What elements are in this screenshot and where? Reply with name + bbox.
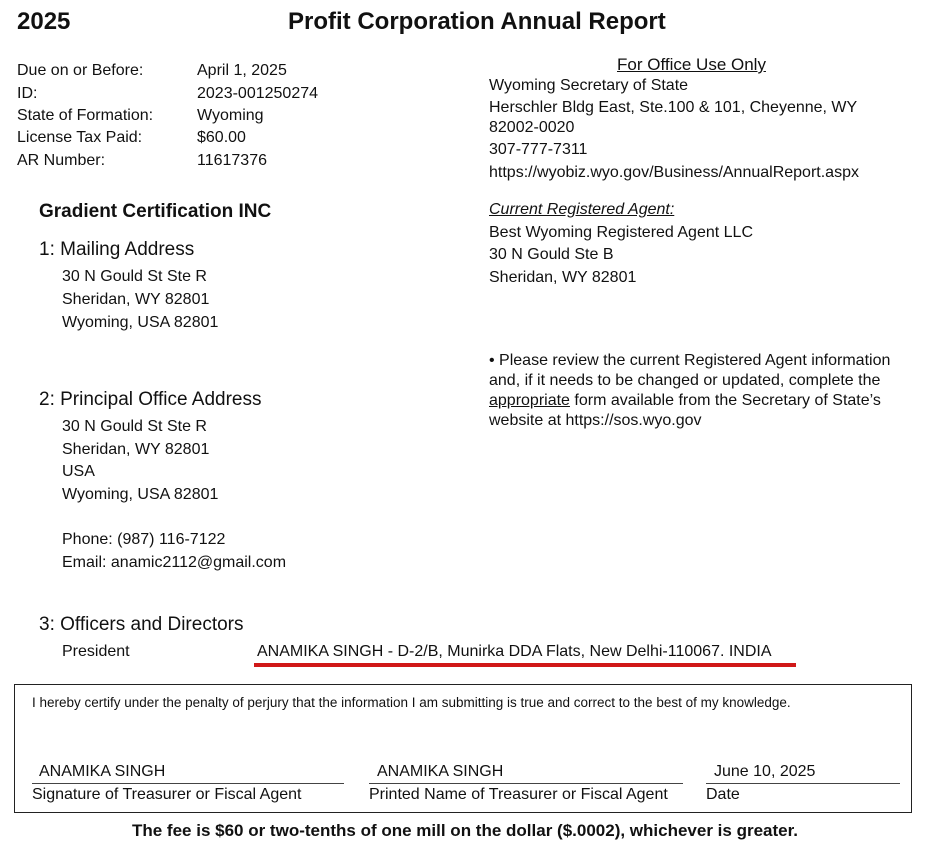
registered-agent-line: 30 N Gould Ste B — [489, 246, 614, 263]
state-label: State of Formation: — [17, 107, 154, 124]
certification-text: I hereby certify under the penalty of perjury that the information I am submitting is true and correct to the best of my knowledge. — [32, 695, 791, 710]
due-date-value: April 1, 2025 — [197, 62, 287, 79]
officer-details: ANAMIKA SINGH - D-2/B, Munirka DDA Flats, New Delhi-110067. INDIA — [257, 643, 772, 660]
signature-line — [32, 783, 344, 784]
mailing-address-line: Wyoming, USA 82801 — [62, 314, 219, 331]
report-title: Profit Corporation Annual Report — [288, 8, 666, 35]
signature-name: ANAMIKA SINGH — [39, 763, 166, 780]
date-line — [706, 783, 900, 784]
printed-name: ANAMIKA SINGH — [377, 763, 504, 780]
due-date-label: Due on or Before: — [17, 62, 144, 79]
printed-name-caption: Printed Name of Treasurer or Fiscal Agent — [369, 786, 668, 803]
ar-number-label: AR Number: — [17, 152, 106, 169]
office-use-heading: For Office Use Only — [617, 55, 766, 74]
office-line: 82002-0020 — [489, 119, 575, 136]
mailing-address-line: 30 N Gould St Ste R — [62, 268, 207, 285]
principal-address-line: Wyoming, USA 82801 — [62, 486, 219, 503]
note-text: form available from the Secretary of State’s website at https://sos.wyo.gov — [489, 392, 881, 429]
state-value: Wyoming — [197, 107, 264, 124]
ar-number-value: 11617376 — [197, 152, 267, 169]
mailing-address-heading: 1: Mailing Address — [39, 239, 195, 260]
principal-address-line: USA — [62, 463, 95, 480]
highlight-underline — [254, 663, 796, 667]
license-tax-label: License Tax Paid: — [17, 129, 143, 146]
mailing-address-line: Sheridan, WY 82801 — [62, 291, 210, 308]
registered-agent-note — [489, 351, 899, 431]
note-link-word: appropriate — [489, 392, 570, 409]
license-tax-value: $60.00 — [197, 129, 246, 146]
printed-name-line — [369, 783, 683, 784]
company-name: Gradient Certification INC — [39, 201, 272, 222]
office-url: https://wyobiz.wyo.gov/Business/AnnualReport.aspx — [489, 164, 859, 181]
office-line: Herschler Bldg East, Ste.100 & 101, Cheyenne, WY — [489, 99, 858, 116]
date-caption: Date — [706, 786, 740, 803]
principal-address-line: Sheridan, WY 82801 — [62, 441, 210, 458]
registered-agent-line: Best Wyoming Registered Agent LLC — [489, 224, 753, 241]
officer-role: President — [62, 643, 130, 660]
email-address: Email: anamic2112@gmail.com — [62, 554, 287, 571]
signature-date: June 10, 2025 — [714, 763, 816, 780]
registered-agent-heading: Current Registered Agent: — [489, 201, 675, 218]
officers-heading: 3: Officers and Directors — [39, 614, 244, 635]
note-text: • Please review the current Registered Agent information and, if it needs to be changed or updated, complete the — [489, 352, 891, 389]
principal-address-line: 30 N Gould St Ste R — [62, 418, 207, 435]
registered-agent-line: Sheridan, WY 82801 — [489, 269, 637, 286]
principal-address-heading: 2: Principal Office Address — [39, 389, 262, 410]
phone-number: Phone: (987) 116-7122 — [62, 531, 226, 548]
report-year: 2025 — [17, 8, 71, 35]
office-line: Wyoming Secretary of State — [489, 77, 689, 94]
signature-caption: Signature of Treasurer or Fiscal Agent — [32, 786, 302, 803]
office-phone: 307-777-7311 — [489, 141, 588, 158]
fee-notice: The fee is $60 or two-tenths of one mill on the dollar ($.0002), whichever is greater. — [131, 821, 798, 840]
id-value: 2023-001250274 — [197, 85, 319, 102]
id-label: ID: — [17, 85, 38, 102]
